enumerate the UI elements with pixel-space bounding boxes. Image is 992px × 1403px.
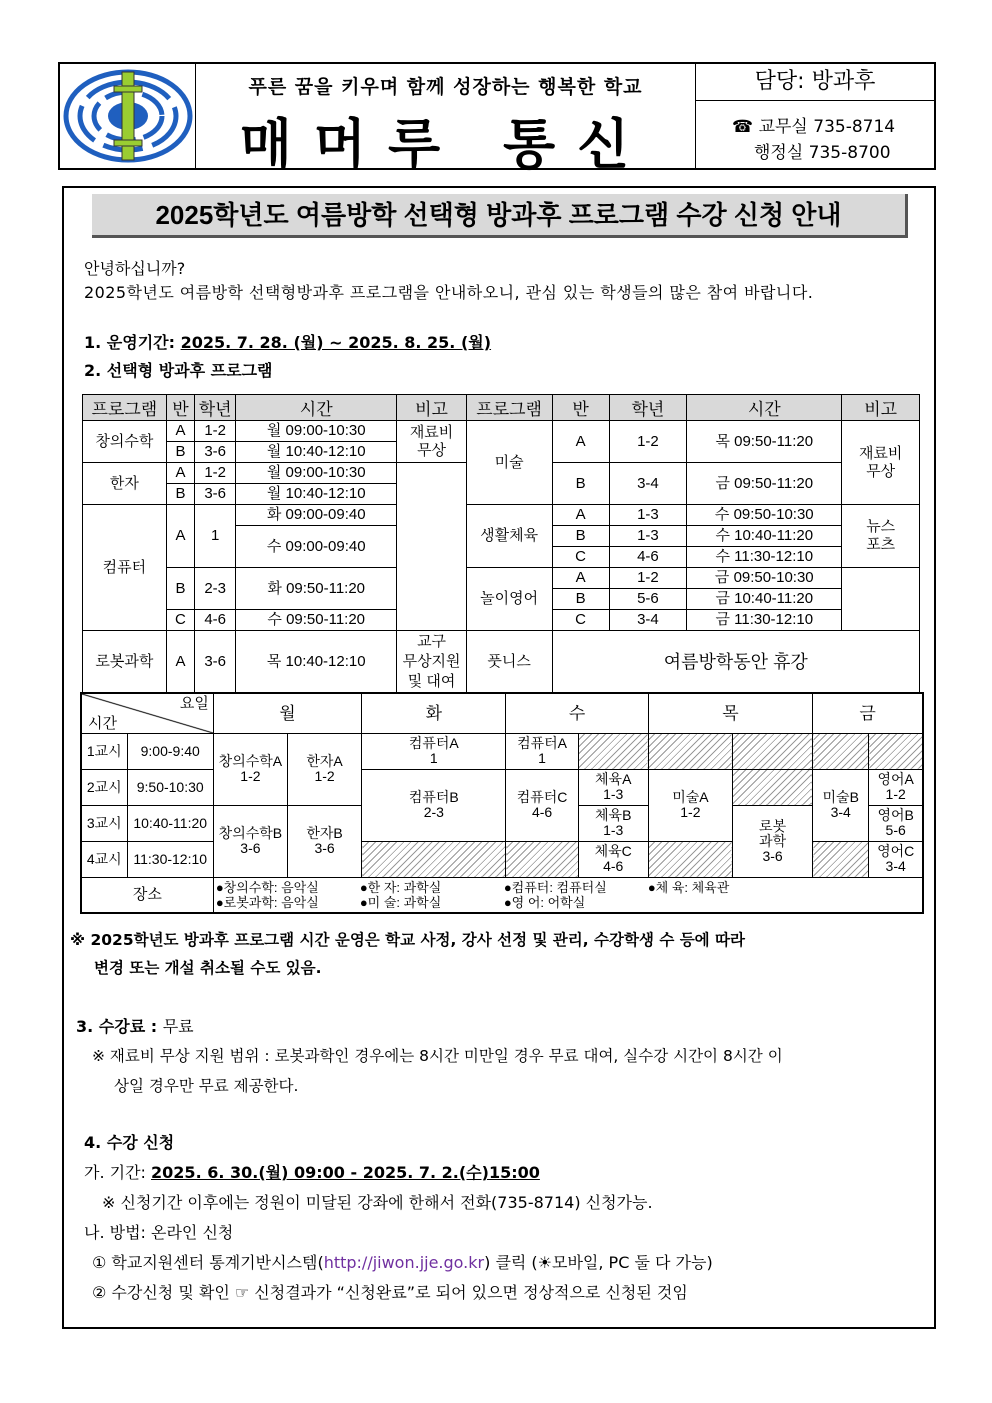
time-cell: 화 09:00-09:40 [236, 505, 397, 526]
class-slot: 미술A 1-2 [648, 769, 732, 841]
apply-method: 나. 방법: 온라인 신청 [84, 1223, 234, 1242]
class-cell: C [552, 610, 609, 631]
place-list [213, 877, 923, 913]
class-slot: 체육C 4-6 [578, 841, 648, 877]
place-label: 장소 [81, 877, 213, 913]
class-slot: 영어A 1-2 [869, 769, 923, 805]
empty-slot [813, 733, 869, 769]
note-cell: 뉴스 포츠 [842, 505, 920, 568]
empty-slot [648, 733, 732, 769]
grade-cell: 1 [195, 505, 236, 568]
day-mon: 월 [213, 693, 361, 733]
class-slot: 컴퓨터C 4-6 [506, 769, 578, 841]
class-cell: B [166, 484, 195, 505]
title-cell [196, 64, 696, 176]
corner-cell [81, 693, 213, 733]
notice-line-1: ※ 2025학년도 방과후 프로그램 시간 운영은 학교 사정, 강사 선정 및 관리, 수강학생 수 등에 따라 [70, 931, 745, 949]
weekly-schedule-table [80, 692, 924, 914]
col-grade: 학년 [195, 395, 236, 421]
section-1-label: 1. 운영기간: [84, 333, 181, 352]
class-cell: A [166, 421, 195, 442]
greeting: 안녕하십니까? [84, 259, 186, 278]
school-logo-cell [60, 64, 196, 168]
step-1-prefix: ① 학교지원센터 통계기반시스템( [92, 1253, 324, 1272]
corner-day: 요일 [179, 695, 209, 712]
place-item: ●로봇과학: 음악실 [215, 894, 319, 910]
class-cell: A [166, 463, 195, 484]
intro-text: 2025학년도 여름방학 선택형방과후 프로그램을 안내하오니, 관심 있는 학생들의 많은 참여 바랍니다. [84, 283, 814, 302]
class-cell: A [552, 421, 609, 463]
school-slogan: 푸른 꿈을 키우며 함께 성장하는 행복한 학교 [248, 76, 643, 98]
class-slot: 창의수학B 3-6 [213, 805, 287, 877]
period-row [81, 733, 923, 769]
class-slot: 체육B 1-3 [578, 805, 648, 841]
grade-cell: 3-6 [195, 631, 236, 693]
fee-value: 무료 [162, 1017, 194, 1036]
newsletter-header [58, 62, 936, 176]
class-slot: 컴퓨터A 1 [362, 733, 506, 769]
step-2: ② 수강신청 및 확인 ☞ 신청결과가 “신청완료”로 되어 있으면 정상적으로 신청된 것임 [92, 1283, 688, 1302]
period-time: 11:30-12:10 [127, 841, 213, 877]
program-cell: 창의수학 [83, 421, 167, 463]
period-time: 10:40-11:20 [127, 805, 213, 841]
time-cell: 금 11:30-12:10 [687, 610, 842, 631]
fee-note-1: ※ 재료비 무상 지원 범위 : 로봇과학인 경우에는 8시간 미만일 경우 무료 대여, 실수강 시간이 8시간 이 [92, 1047, 783, 1065]
time-cell: 월 09:00-10:30 [236, 463, 397, 484]
table-row [83, 421, 920, 442]
grade-cell: 3-6 [195, 442, 236, 463]
grade-cell: 3-4 [609, 463, 687, 505]
time-cell: 수 09:50-11:20 [236, 610, 397, 631]
place-row [81, 877, 923, 913]
program-cell: 미술 [466, 421, 552, 505]
program-cell: 컴퓨터 [83, 505, 167, 631]
program-cell: 풋니스 [466, 631, 552, 693]
class-cell: C [166, 610, 195, 631]
note-cell: 교구 무상지원 및 대여 [397, 631, 466, 693]
section-1 [84, 330, 491, 353]
empty-slot [869, 733, 923, 769]
empty-slot [732, 733, 812, 769]
period-time: 9:50-10:30 [127, 769, 213, 805]
time-cell: 수 11:30-12:10 [687, 547, 842, 568]
corner-time: 시간 [88, 714, 117, 732]
empty-slot [362, 841, 506, 877]
step-1-suffix: ) 클릭 (☀모바일, PC 둘 다 가능) [484, 1253, 713, 1272]
place-line-2 [216, 895, 922, 910]
grade-cell: 1-3 [609, 505, 687, 526]
section-3-label: 3. 수강료 : [76, 1017, 163, 1036]
class-slot: 창의수학A 1-2 [213, 733, 287, 805]
grade-cell: 3-6 [195, 484, 236, 505]
class-slot: 한자A 1-2 [287, 733, 361, 805]
note-cell-empty [842, 568, 920, 631]
class-cell: B [552, 589, 609, 610]
grade-cell: 1-2 [609, 421, 687, 463]
section-2-label: 2. 선택형 방과후 프로그램 [84, 361, 273, 380]
time-cell: 목 10:40-12:10 [236, 631, 397, 693]
day-fri: 금 [813, 693, 923, 733]
empty-slot [506, 841, 578, 877]
apply-period-label: 가. 기간: [84, 1163, 152, 1182]
place-item: ●창의수학: 음악실 [215, 879, 319, 895]
section-4-label: 4. 수강 신청 [84, 1133, 175, 1152]
apply-period-note: ※ 신청기간 이후에는 정원이 미달된 강좌에 한해서 전화(735-8714) 신청가능. [102, 1193, 653, 1212]
program-cell: 생활체육 [466, 505, 552, 568]
time-cell: 수 10:40-11:20 [687, 526, 842, 547]
class-slot: 영어C 3-4 [869, 841, 923, 877]
time-cell: 목 09:50-11:20 [687, 421, 842, 463]
grade-cell: 3-4 [609, 610, 687, 631]
class-cell: A [166, 631, 195, 693]
place-item: ●체 육: 체육관 [647, 879, 730, 895]
class-cell: A [166, 505, 195, 568]
col-time: 시간 [236, 395, 397, 421]
class-cell: B [166, 568, 195, 610]
notice-line-2: 변경 또는 개설 취소될 수도 있음. [94, 959, 322, 977]
program-table-header [83, 395, 920, 421]
note-cell-empty [397, 463, 466, 631]
school-logo-icon [62, 66, 194, 166]
program-table [82, 394, 920, 693]
time-cell: 화 09:50-11:20 [236, 568, 397, 610]
col-grade-2: 학년 [609, 395, 687, 421]
table-row [83, 568, 920, 589]
notice-title: 2025학년도 여름방학 선택형 방과후 프로그램 수강 신청 안내 [92, 194, 908, 238]
note-cell: 재료비 무상 [842, 421, 920, 505]
time-cell: 월 10:40-12:10 [236, 484, 397, 505]
grade-cell: 1-2 [195, 421, 236, 442]
col-time-2: 시간 [687, 395, 842, 421]
period-name: 1교시 [81, 733, 127, 769]
period-name: 4교시 [81, 841, 127, 877]
period-name: 3교시 [81, 805, 127, 841]
place-item: ●미 술: 과학실 [359, 894, 442, 910]
grade-cell: 1-2 [195, 463, 236, 484]
place-item: ●컴퓨터: 컴퓨터실 [503, 879, 607, 895]
class-slot: 체육A 1-3 [578, 769, 648, 805]
class-slot: 영어B 5-6 [869, 805, 923, 841]
grade-cell: 4-6 [195, 610, 236, 631]
contact-cell [696, 64, 934, 168]
grade-cell: 1-2 [609, 568, 687, 589]
empty-slot [732, 769, 812, 805]
newsletter-title: 매머루 통신 [239, 113, 652, 176]
tel-admin: 행정실 735-8700 [754, 143, 891, 163]
tel-office: ☎ 교무실 735-8714 [732, 117, 896, 137]
day-tue: 화 [362, 693, 506, 733]
class-cell: B [552, 463, 609, 505]
class-slot: 로봇 과학 3-6 [732, 805, 812, 877]
class-slot: 컴퓨터B 2-3 [362, 769, 506, 841]
table-row [83, 631, 920, 693]
fee-note-2: 상일 경우만 무료 제공한다. [114, 1077, 299, 1095]
col-note-2: 비고 [842, 395, 920, 421]
day-wed: 수 [506, 693, 648, 733]
time-cell: 월 09:00-10:30 [236, 421, 397, 442]
empty-slot [648, 841, 732, 877]
place-item: ●영 어: 어학실 [503, 894, 586, 910]
jiwon-link[interactable]: http://jiwon.jje.go.kr [323, 1253, 485, 1272]
step-1 [92, 1250, 713, 1273]
col-program-2: 프로그램 [466, 395, 552, 421]
operation-period: 2025. 7. 28. (월) ~ 2025. 8. 25. (월) [180, 333, 492, 352]
table-row [83, 505, 920, 526]
time-cell: 수 09:00-09:40 [236, 526, 397, 568]
empty-slot [813, 841, 869, 877]
period-row [81, 769, 923, 805]
class-slot: 한자B 3-6 [287, 805, 361, 877]
period-name: 2교시 [81, 769, 127, 805]
program-cell: 로봇과학 [83, 631, 167, 693]
col-class-2: 반 [552, 395, 609, 421]
note-cell: 재료비 무상 [397, 421, 466, 463]
apply-period-value: 2025. 6. 30.(월) 09:00 - 2025. 7. 2.(수)15:00 [151, 1163, 540, 1182]
program-cell: 놀이영어 [466, 568, 552, 631]
grade-cell: 2-3 [195, 568, 236, 610]
col-class: 반 [166, 395, 195, 421]
place-item: ●한 자: 과학실 [359, 879, 442, 895]
col-note: 비고 [397, 395, 466, 421]
class-cell: C [552, 547, 609, 568]
grade-cell: 5-6 [609, 589, 687, 610]
time-cell: 월 10:40-12:10 [236, 442, 397, 463]
program-cell: 한자 [83, 463, 167, 505]
class-slot: 컴퓨터A 1 [506, 733, 578, 769]
day-thu: 목 [648, 693, 812, 733]
class-cell: B [552, 526, 609, 547]
period-time: 9:00-9:40 [127, 733, 213, 769]
time-cell: 금 09:50-11:20 [687, 463, 842, 505]
notice-body [62, 186, 936, 1329]
closed-note: 여름방학동안 휴강 [552, 631, 920, 693]
section-3 [76, 1014, 194, 1037]
class-cell: A [552, 505, 609, 526]
class-cell: B [166, 442, 195, 463]
class-cell: A [552, 568, 609, 589]
grade-cell: 4-6 [609, 547, 687, 568]
time-cell: 금 09:50-10:30 [687, 568, 842, 589]
col-program: 프로그램 [83, 395, 167, 421]
time-cell: 금 10:40-11:20 [687, 589, 842, 610]
place-line-1 [216, 880, 922, 895]
department-owner: 담당: 방과후 [696, 64, 934, 101]
grade-cell: 1-3 [609, 526, 687, 547]
time-cell: 수 09:50-10:30 [687, 505, 842, 526]
apply-period [84, 1160, 540, 1183]
empty-slot [578, 733, 648, 769]
schedule-header [81, 693, 923, 733]
class-slot: 미술B 3-4 [813, 769, 869, 841]
